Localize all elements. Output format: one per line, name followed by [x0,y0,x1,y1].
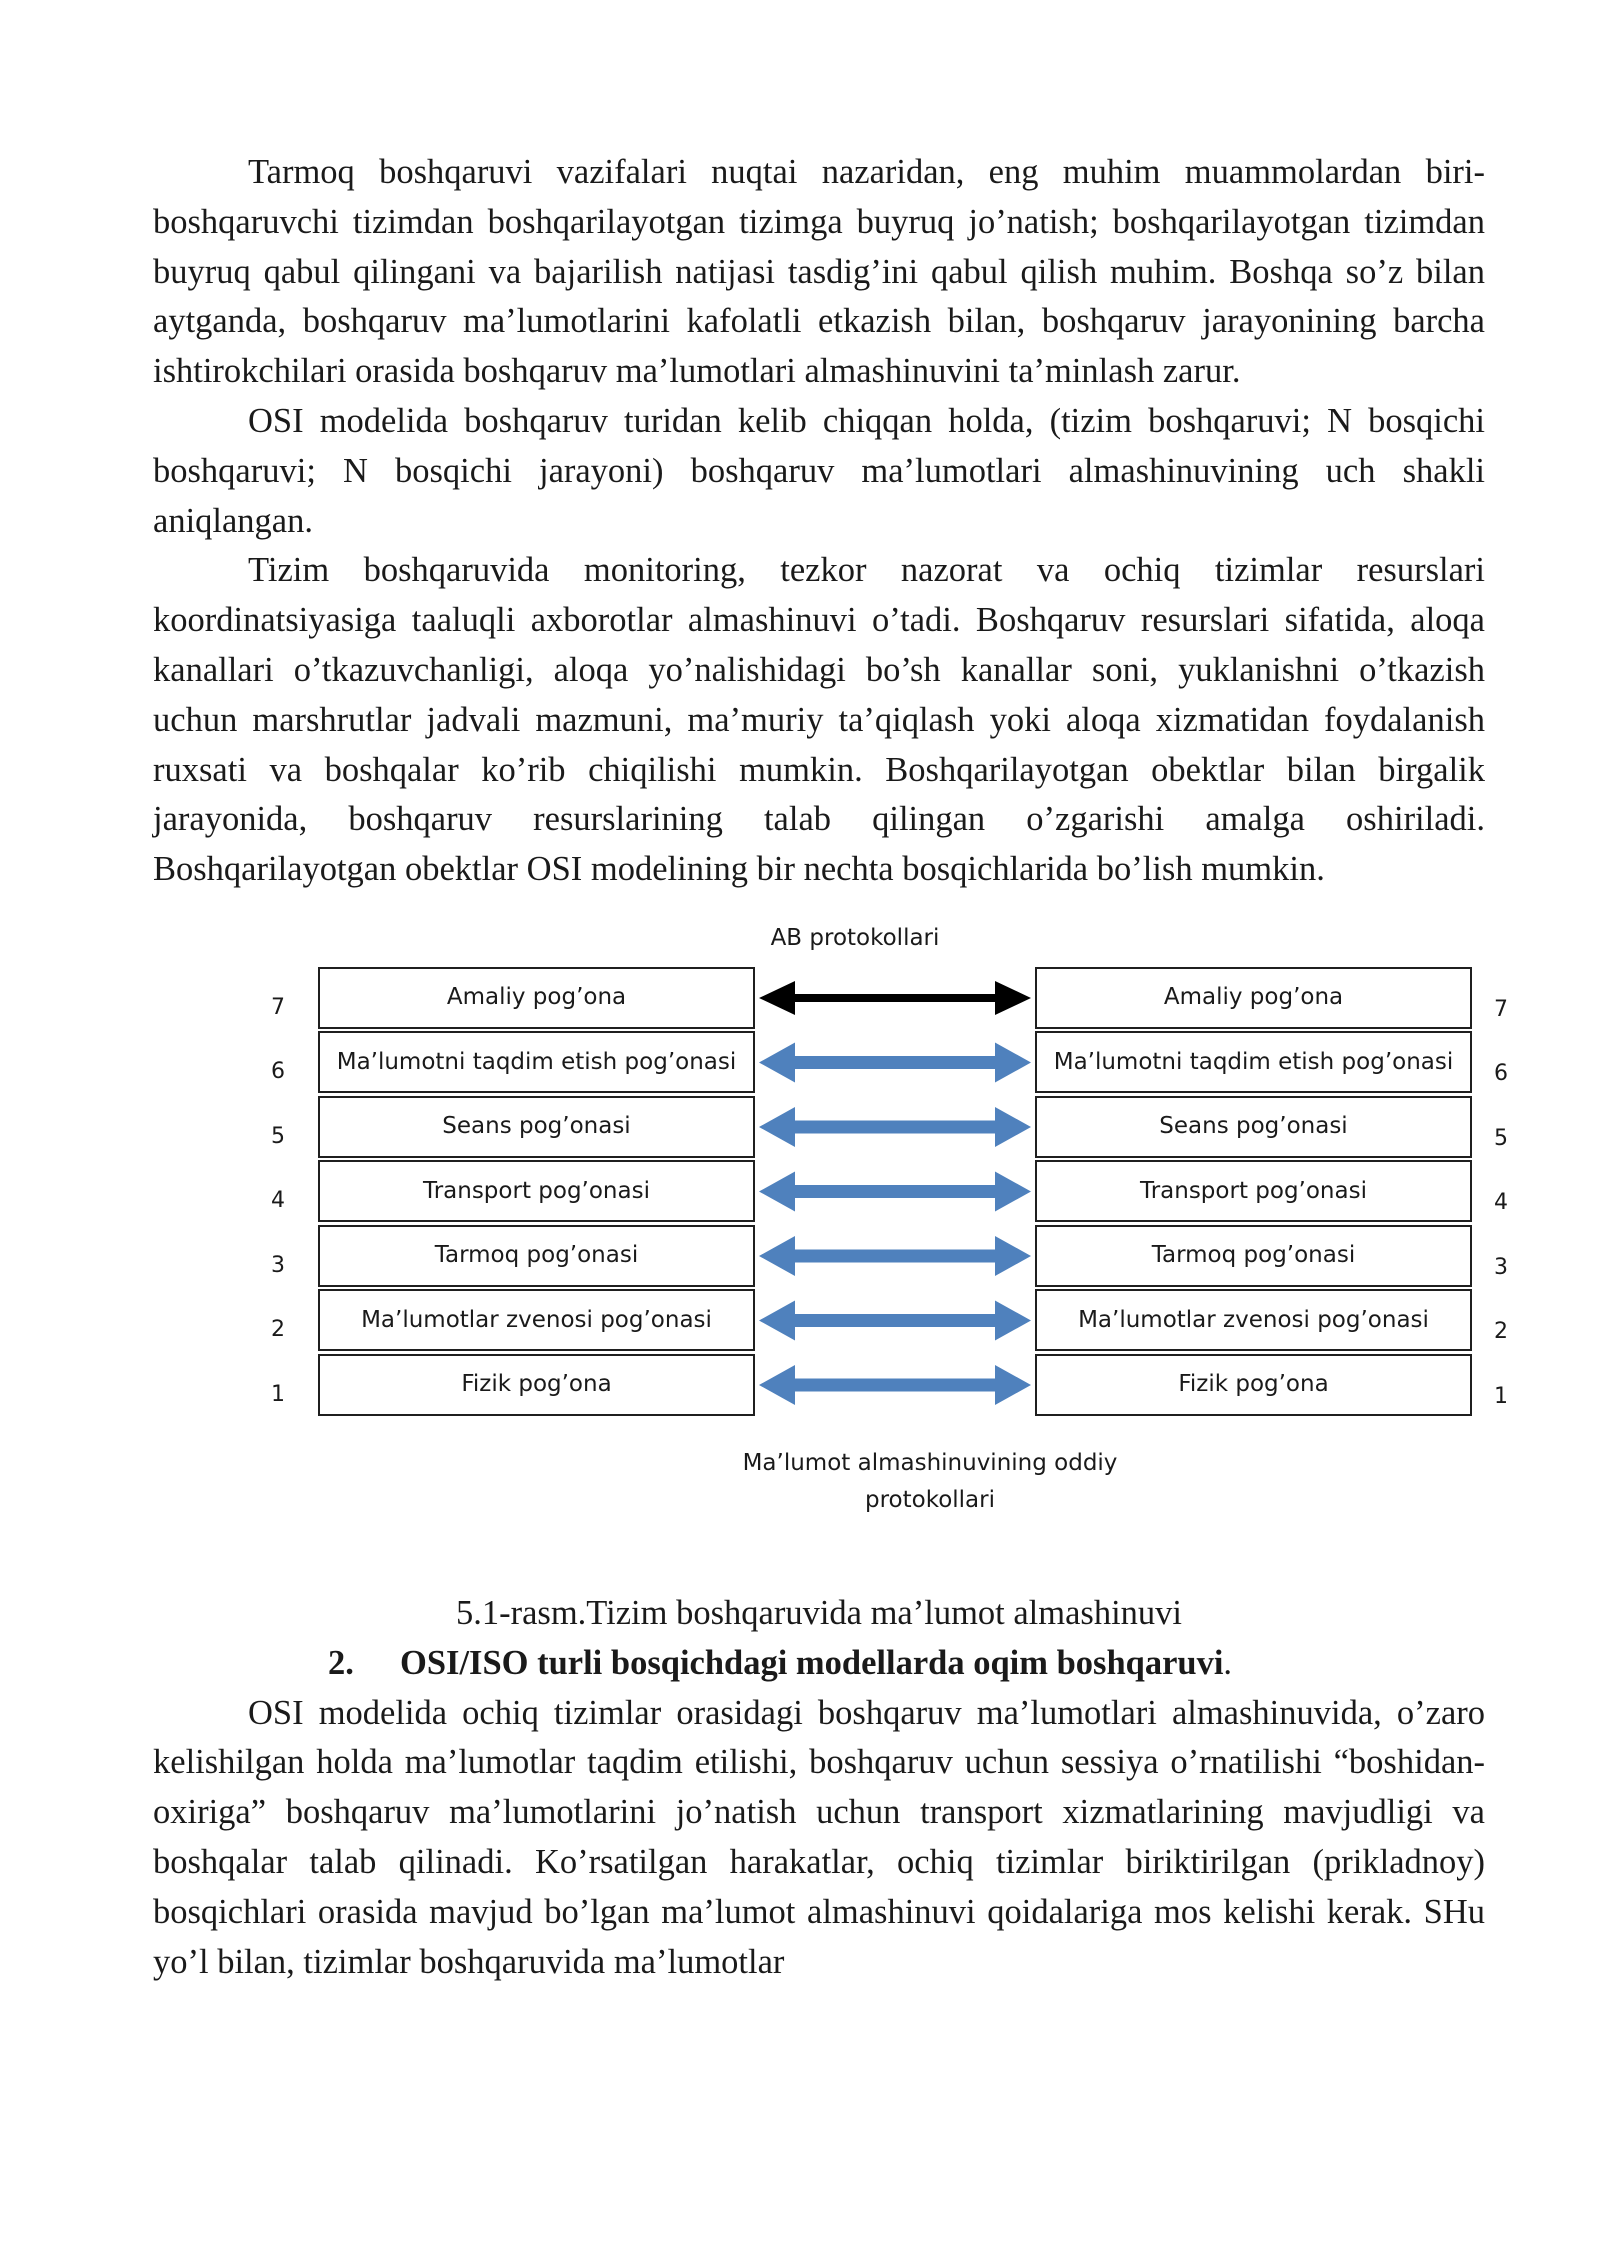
document-page [153,148,1508,1987]
layer-6-box-left: Ma’lumotni taqdim etish pog’onasi [318,1031,755,1093]
paragraph-1: Tarmoq boshqaruvi vazifalari nuqtai nazaridan, eng muhim muammolardan biri- boshqaruvchi tizimdan boshqarilayotgan tizimga buyruq jo’natish; boshqarilayotgan tizimdan buyruq qabul qilingani va bajarilish natijasi tasdig’ini qabul qilish muhim. Boshqa so’z bilan aytganda, boshqaruv ma’lumotlarini kafolatli etkazish bilan, boshqaruv jarayonining barcha ishtirokchilari orasida boshqaruv ma’lumotlari almashinuvini ta’minlash zarur. [153,153,1485,391]
layer-5-box-right: Seans pog’onasi [1035,1096,1472,1158]
layer-7-number-left: 7 [271,994,285,1020]
layer-4-number-left: 4 [271,1188,285,1214]
paragraph-2: OSI modelida boshqaruv turidan kelib chiqqan holda, (tizim boshqaruvi; N bosqichi boshqaruvi; N bosqichi jarayoni) boshqaruv ma’lumotlari almashinuvining uch shakli aniqlangan. [153,401,1485,540]
figure-top-label: AB protokollari [770,924,940,951]
layer-4-box-left: Transport pog’onasi [318,1160,755,1222]
layer-6-number-right: 6 [1494,1061,1508,1087]
layer-7-number-right: 7 [1494,996,1508,1022]
layer-2-arrow [759,1300,1031,1340]
section-title-period: . [1223,1643,1233,1682]
layer-3-number-left: 3 [271,1252,285,1278]
layer-2-box-right: Ma’lumotlar zvenosi pog’onasi [1035,1289,1472,1351]
layer-1-arrow [759,1365,1031,1405]
layer-5-number-right: 5 [1494,1125,1508,1151]
figure-bottom-label-line2: protokollari [864,1486,995,1513]
section-title: OSI/ISO turli bosqichdagi modellarda oqim boshqaruvi [400,1643,1224,1682]
layer-3-box-left: Tarmoq pog’onasi [318,1225,755,1287]
layer-2-number-right: 2 [1494,1319,1508,1345]
layer-7-box-left: Amaliy pog’ona [318,967,755,1029]
layer-4-box-right: Transport pog’onasi [1035,1160,1472,1222]
layer-5-number-left: 5 [271,1123,285,1149]
figure-bottom-label-line1: Ma’lumot almashinuvining oddiy [742,1449,1118,1476]
layer-4-number-right: 4 [1494,1190,1508,1216]
layer-1-box-right: Fizik pog’ona [1035,1354,1472,1416]
layer-1-number-right: 1 [1494,1383,1508,1409]
layer-7-box-right: Amaliy pog’ona [1035,967,1472,1029]
layer-6-number-left: 6 [271,1059,285,1085]
section-heading [153,1639,1485,1689]
layer-5-arrow [759,1107,1031,1147]
layer-5-box-left: Seans pog’onasi [318,1096,755,1158]
layer-6-box-right: Ma’lumotni taqdim etish pog’onasi [1035,1031,1472,1093]
figure-caption: 5.1-rasm.Tizim boshqaruvida ma’lumot almashinuvi [455,1593,1183,1632]
section-number: 2. [328,1643,354,1682]
layer-7-arrow [759,981,1031,1015]
paragraph-3: Tizim boshqaruvida monitoring, tezkor nazorat va ochiq tizimlar resurslari koordinatsiyasiga taaluqli axborotlar almashinuvi o’tadi. Boshqaruv resurslari sifatida, aloqa kanallari o’tkazuvchanligi, aloqa yo’nalishidagi bo’sh kanallar soni, yuklanishni o’tkazish uchun marshrutlar jadvali mazmuni, ma’muriy ta’qiqlash yoki aloqa xizmatidan foydalanish ruxsati va boshqalar ko’rib chiqilishi mumkin. Boshqarilayotgan obektlar bilan birgalik jarayonida, boshqaruv resurslarining talab qilingan o’zgarishi amalga oshiriladi. Boshqarilayotgan obektlar OSI modelining bir nechta bosqichlarida bo’lish mumkin. [153,551,1485,889]
layer-4-arrow [759,1171,1031,1211]
layer-1-number-left: 1 [271,1381,285,1407]
layer-3-arrow [759,1236,1031,1276]
layer-2-box-left: Ma’lumotlar zvenosi pog’onasi [318,1289,755,1351]
layer-3-box-right: Tarmoq pog’onasi [1035,1225,1472,1287]
layer-2-number-left: 2 [271,1317,285,1343]
layer-3-number-right: 3 [1494,1254,1508,1280]
osi-exchange-figure [0,923,1600,1583]
paragraph-4: OSI modelida ochiq tizimlar orasidagi boshqaruv ma’lumotlari almashinuvida, o’zaro kelishilgan holda ma’lumotlar taqdim etilishi, boshqaruv uchun sessiya o’rnatilishi “boshidan-oxiriga” boshqaruv ma’lumotlarini jo’natish uchun transport xizmatlarining mavjudligi va boshqalar talab qilinadi. Ko’rsatilgan harakatlar, ochiq tizimlar biriktirilgan (prikladnoy) bosqichlari orasida mavjud bo’lgan ma’lumot almashinuvi qoidalariga mos kelishi kerak. SHu yo’l bilan, tizimlar boshqaruvida ma’lumotlar [153,1693,1485,1981]
layer-6-arrow [759,1042,1031,1082]
layer-1-box-left: Fizik pog’ona [318,1354,755,1416]
